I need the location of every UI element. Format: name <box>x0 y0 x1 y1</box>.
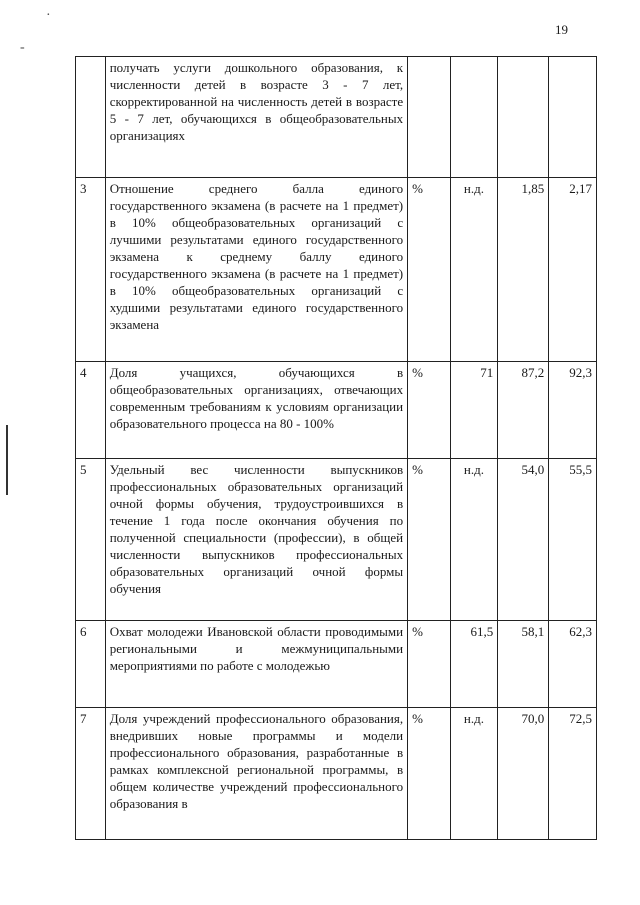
value-cell-1: н.д. <box>450 178 498 362</box>
value-cell-3 <box>549 57 597 178</box>
value-cell-3: 2,17 <box>549 178 597 362</box>
unit-cell: % <box>408 459 450 621</box>
indicators-table <box>75 56 597 840</box>
table-row <box>76 459 597 621</box>
unit-cell <box>408 57 450 178</box>
table-row <box>76 57 597 178</box>
row-number: 4 <box>76 362 106 459</box>
value-cell-3: 62,3 <box>549 621 597 708</box>
unit-cell: % <box>408 178 450 362</box>
value-cell-2: 54,0 <box>498 459 549 621</box>
value-cell-1: н.д. <box>450 708 498 840</box>
page-number: 19 <box>555 22 568 37</box>
indicator-description: Доля учащихся, обучающихся в общеобразовательных организациях, отвечающих современным требованиям к условиям организации образовательного процесса на 80 - 100% <box>105 362 407 459</box>
value-cell-3: 72,5 <box>549 708 597 840</box>
value-cell-3: 55,5 <box>549 459 597 621</box>
indicator-description: Охват молодежи Ивановской области проводимыми региональными и межмуниципальными мероприятиями по работе с молодежью <box>105 621 407 708</box>
margin-scan-mark <box>6 425 8 495</box>
value-cell-2: 1,85 <box>498 178 549 362</box>
table-row <box>76 178 597 362</box>
indicator-description: Отношение среднего балла единого государственного экзамена (в расчете на 1 предмет) в 10% общеобразовательных организаций с лучшими результатами единого государственного экзамена к среднему баллу единого государственного экзамена (в расчете на 1 предмет) в 10% общеобразовательных организаций с худшими результатами единого государственного экзамена <box>105 178 407 362</box>
value-cell-2: 58,1 <box>498 621 549 708</box>
value-cell-1: н.д. <box>450 459 498 621</box>
unit-cell: % <box>408 362 450 459</box>
indicator-description: получать услуги дошкольного образования, к численности детей в возрасте 3 - 7 лет, скорректированной на численность детей в возрасте 5 - 7 лет, обучающихся в общеобразовательных организациях <box>105 57 407 178</box>
indicator-description: Доля учреждений профессионального образования, внедривших новые программы и модели профессионального образования, разработанные в рамках комплексной региональной программы, в общем количестве учреждений профессионального образования в <box>105 708 407 840</box>
row-number: 5 <box>76 459 106 621</box>
value-cell-1: 61,5 <box>450 621 498 708</box>
unit-cell: % <box>408 621 450 708</box>
value-cell-1: 71 <box>450 362 498 459</box>
row-number: 7 <box>76 708 106 840</box>
row-number: 3 <box>76 178 106 362</box>
value-cell-2: 70,0 <box>498 708 549 840</box>
value-cell-3: 92,3 <box>549 362 597 459</box>
table-row <box>76 362 597 459</box>
value-cell-1 <box>450 57 498 178</box>
row-number <box>76 57 106 178</box>
table-row <box>76 621 597 708</box>
unit-cell: % <box>408 708 450 840</box>
indicator-description: Удельный вес численности выпускников профессиональных образовательных организаций очной формы обучения, трудоустроившихся в течение 1 года после окончания обучения по полученной специальности (профессии), в общей численности выпускников профессиональных образовательных организаций очной формы обучения <box>105 459 407 621</box>
value-cell-2: 87,2 <box>498 362 549 459</box>
table-row <box>76 708 597 840</box>
value-cell-2 <box>498 57 549 178</box>
row-number: 6 <box>76 621 106 708</box>
